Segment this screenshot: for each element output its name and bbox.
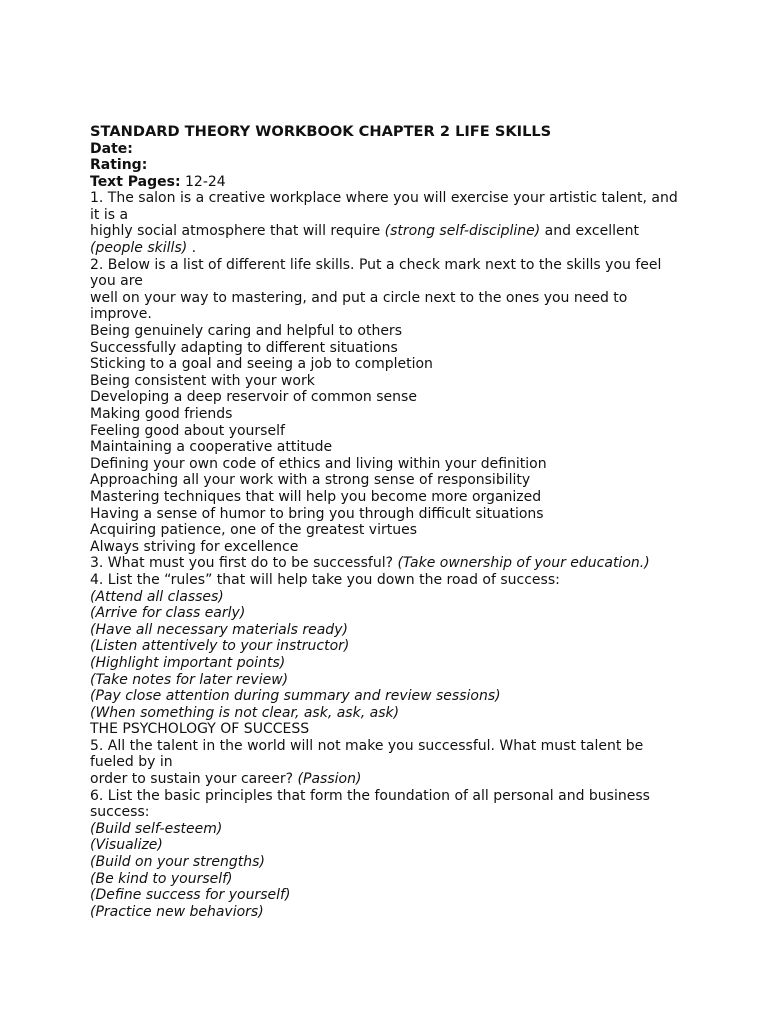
answer-item: (Build on your strengths) [90, 854, 265, 871]
question-5-text: order to sustain your career? [90, 771, 298, 788]
text-pages-value: 12-24 [180, 173, 226, 190]
question-4-text: 4. List the “rules” that will help take you down the road of success: [90, 571, 560, 588]
list-item: Always striving for excellence [90, 538, 299, 555]
answer-item: (Attend all classes) [90, 588, 224, 605]
list-item: Acquiring patience, one of the greatest virtues [90, 522, 418, 539]
question-5-line-3 [90, 771, 680, 788]
question-1-text-a: highly social atmosphere that will require [90, 223, 385, 240]
question-1-answer-b: (people skills) [90, 240, 188, 257]
list-item: Being genuinely caring and helpful to others [90, 323, 402, 340]
answer-item: (Be kind to yourself) [90, 870, 233, 887]
question-1-line-2: it is a [90, 206, 129, 223]
list-item: Defining your own code of ethics and living within your definition [90, 455, 547, 472]
list-item: Developing a deep reservoir of common sense [90, 389, 417, 406]
list-item: Successfully adapting to different situations [90, 339, 398, 356]
page-title: STANDARD THEORY WORKBOOK CHAPTER 2 LIFE SKILLS [90, 123, 552, 140]
answer-item: (Define success for yourself) [90, 887, 291, 904]
rating-label: Rating: [90, 157, 148, 174]
list-item: Feeling good about yourself [90, 422, 285, 439]
section-heading: THE PSYCHOLOGY OF SUCCESS [90, 721, 310, 738]
answer-item: (When something is not clear, ask, ask, ask) [90, 704, 400, 721]
answer-item: (Take notes for later review) [90, 671, 289, 688]
question-5-answer: (Passion) [297, 771, 362, 788]
question-1-line-1: 1. The salon is a creative workplace where you will exercise your artistic talent, and [90, 190, 678, 207]
question-3-text: 3. What must you first do to be successful? [90, 555, 398, 572]
list-item: Being consistent with your work [90, 372, 315, 389]
answer-item: (Listen attentively to your instructor) [90, 638, 350, 655]
list-item: Sticking to a goal and seeing a job to completion [90, 356, 433, 373]
question-3-line [90, 555, 680, 572]
life-skills-list [90, 323, 680, 555]
question-6-answers [90, 821, 680, 921]
question-1-line-3 [90, 223, 680, 240]
answer-item: (Practice new behaviors) [90, 903, 264, 920]
list-item: Approaching all your work with a strong sense of responsibility [90, 472, 531, 489]
question-5-line-1: 5. All the talent in the world will not make you successful. What must talent be [90, 737, 644, 754]
question-1-answer-a: (strong self-discipline) [384, 223, 541, 240]
answer-item: (Pay close attention during summary and review sessions) [90, 688, 501, 705]
question-1-line-4 [90, 240, 680, 257]
list-item: Having a sense of humor to bring you through difficult situations [90, 505, 544, 522]
date-label: Date: [90, 140, 133, 157]
question-3-answer: (Take ownership of your education.) [397, 555, 650, 572]
question-6-line-1: 6. List the basic principles that form the foundation of all personal and business [90, 787, 650, 804]
question-6-line-2: success: [90, 804, 150, 821]
answer-item: (Build self-esteem) [90, 820, 223, 837]
question-4-answers [90, 589, 680, 722]
question-5-line-2: fueled by in [90, 754, 173, 771]
answer-item: (Visualize) [90, 837, 163, 854]
workbook-page [90, 123, 680, 920]
answer-item: (Arrive for class early) [90, 605, 246, 622]
answer-item: (Have all necessary materials ready) [90, 621, 348, 638]
question-2-line-3: well on your way to mastering, and put a circle next to the ones you need to [90, 289, 628, 306]
question-2-line-2: you are [90, 273, 143, 290]
question-1-text-b: and excellent [540, 223, 639, 240]
list-item: Making good friends [90, 406, 233, 422]
question-1-text-c: . [187, 240, 197, 257]
text-pages-line [90, 174, 680, 191]
text-pages-label: Text Pages: [90, 173, 181, 190]
list-item: Maintaining a cooperative attitude [90, 439, 333, 456]
list-item: Mastering techniques that will help you become more organized [90, 488, 542, 505]
question-2-line-4: improve. [90, 306, 152, 323]
question-2-line-1: 2. Below is a list of different life skills. Put a check mark next to the skills you feel [90, 256, 662, 273]
answer-item: (Highlight important points) [90, 654, 286, 671]
